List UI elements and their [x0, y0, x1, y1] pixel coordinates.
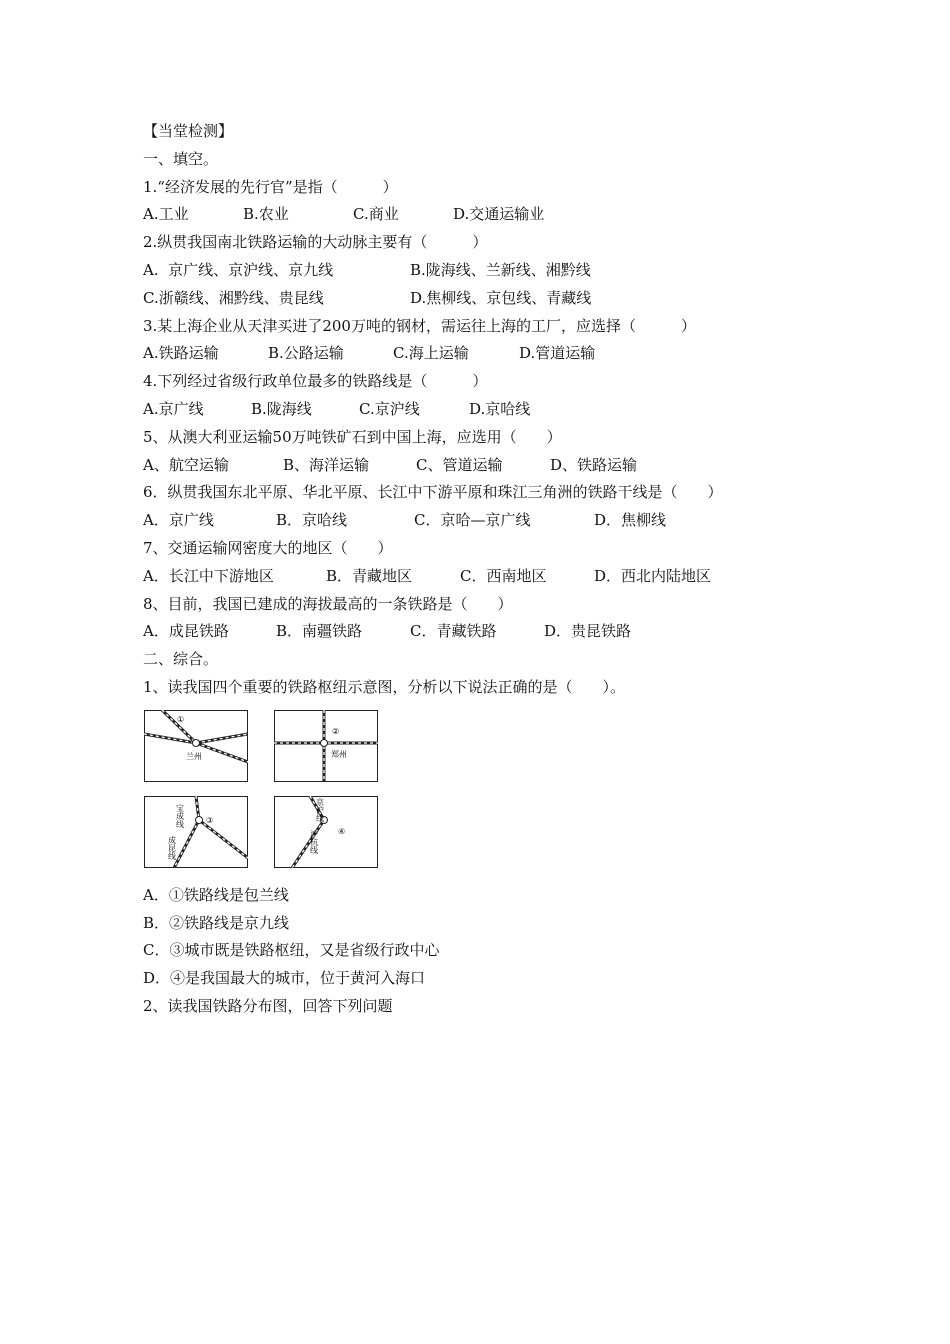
line-label-chengkun: 成昆线: [167, 835, 177, 860]
question-6-stem: 6．纵贯我国东北平原、华北平原、长江中下游平原和珠江三角洲的铁路干线是（ ）: [143, 483, 723, 502]
figure-lanzhou: [144, 710, 248, 782]
option: A. 京广线、京沪线、京九线: [143, 260, 334, 279]
part2-title: 二、综合。: [143, 650, 219, 669]
comp-q1-option-c: C．③城市既是铁路枢纽，又是省级行政中心: [143, 941, 440, 960]
option: B.公路运输: [268, 344, 344, 363]
city-label-zhengzhou: 郑州: [331, 749, 347, 759]
question-6-options: [143, 507, 823, 535]
question-3-stem: 3.某上海企业从天津买进了200万吨的钢材，需运往上海的工厂，应选择（ ）: [143, 316, 696, 335]
question-7-stem: 7、交通运输网密度大的地区（ ）: [143, 538, 393, 557]
railway-hub-figures: [143, 706, 823, 876]
option: A．成昆铁路: [143, 622, 229, 641]
figure-number: ③: [206, 815, 214, 825]
option: A、航空运输: [143, 455, 229, 474]
figure-number: ①: [177, 714, 185, 724]
option: B.陇海线、兰新线、湘黔线: [410, 260, 591, 279]
option: B、海洋运输: [283, 455, 370, 474]
option: C.商业: [353, 205, 399, 224]
comp-question-1-stem: 1、读我国四个重要的铁路枢纽示意图，分析以下说法正确的是（ ）。: [143, 677, 626, 696]
question-2-options-row2: [143, 285, 823, 313]
option: C.浙赣线、湘黔线、贵昆线: [143, 288, 324, 307]
city-label-lanzhou: 兰州: [186, 751, 202, 761]
question-2-stem: 2.纵贯我国南北铁路运输的大动脉主要有（ ）: [143, 233, 488, 252]
worksheet: [143, 118, 823, 1021]
option: B.农业: [243, 205, 289, 224]
option: C．京哈—京广线: [414, 511, 531, 530]
option: D.管道运输: [519, 344, 596, 363]
option: C.京沪线: [359, 399, 420, 418]
option: A．长江中下游地区: [143, 566, 274, 585]
option: B.陇海线: [251, 399, 312, 418]
comp-question-2-stem: 2、读我国铁路分布图，回答下列问题: [143, 996, 393, 1015]
option: B．青藏地区: [326, 566, 413, 585]
option: D.交通运输业: [453, 205, 545, 224]
question-1-options: [143, 201, 823, 229]
question-7-options: [143, 563, 823, 591]
comp-q1-option-a: A．①铁路线是包兰线: [143, 885, 289, 904]
line-label-jinghu: 京沪线: [315, 797, 325, 822]
section-header: 【当堂检测】: [143, 122, 234, 140]
line-label-baocheng: 宝成线: [175, 803, 185, 828]
line-label-huhang: 沪杭线: [309, 829, 319, 854]
option: A．京广线: [143, 511, 214, 530]
option: A.铁路运输: [143, 344, 219, 363]
figure-shanghai: [274, 796, 378, 868]
part1-title: 一、填空。: [143, 149, 219, 168]
option: C．青藏铁路: [410, 622, 497, 641]
option: D．西北内陆地区: [594, 566, 712, 585]
figure-number: ④: [338, 826, 346, 836]
comp-q1-option-d: D．④是我国最大的城市，位于黄河入海口: [143, 969, 426, 988]
figure-chengdu: [144, 796, 248, 868]
question-8-stem: 8、目前，我国已建成的海拔最高的一条铁路是（ ）: [143, 594, 513, 613]
comp-q1-option-b: B．②铁路线是京九线: [143, 913, 290, 932]
question-1-stem: 1.“经济发展的先行官”是指（ ）: [143, 177, 398, 196]
figure-zhengzhou: [274, 710, 378, 782]
question-2-options-row1: [143, 257, 823, 285]
question-4-stem: 4.下列经过省级行政单位最多的铁路线是（ ）: [143, 372, 488, 391]
question-5-options: [143, 452, 823, 480]
option: B．南疆铁路: [276, 622, 363, 641]
question-4-options: [143, 396, 823, 424]
option: D．贵昆铁路: [544, 622, 632, 641]
option: B．京哈线: [276, 511, 348, 530]
option: D．焦柳线: [594, 511, 667, 530]
question-5-stem: 5、从澳大利亚运输50万吨铁矿石到中国上海，应选用（ ）: [143, 427, 562, 446]
question-3-options: [143, 340, 823, 368]
option: A.京广线: [143, 399, 204, 418]
option: D.焦柳线、京包线、青藏线: [410, 288, 592, 307]
option: A.工业: [143, 205, 189, 224]
option: C.海上运输: [393, 344, 469, 363]
option: D.京哈线: [469, 399, 531, 418]
figure-number: ②: [332, 726, 340, 736]
option: C．西南地区: [460, 566, 547, 585]
question-8-options: [143, 618, 823, 646]
option: C、管道运输: [416, 455, 503, 474]
option: D、铁路运输: [550, 455, 638, 474]
